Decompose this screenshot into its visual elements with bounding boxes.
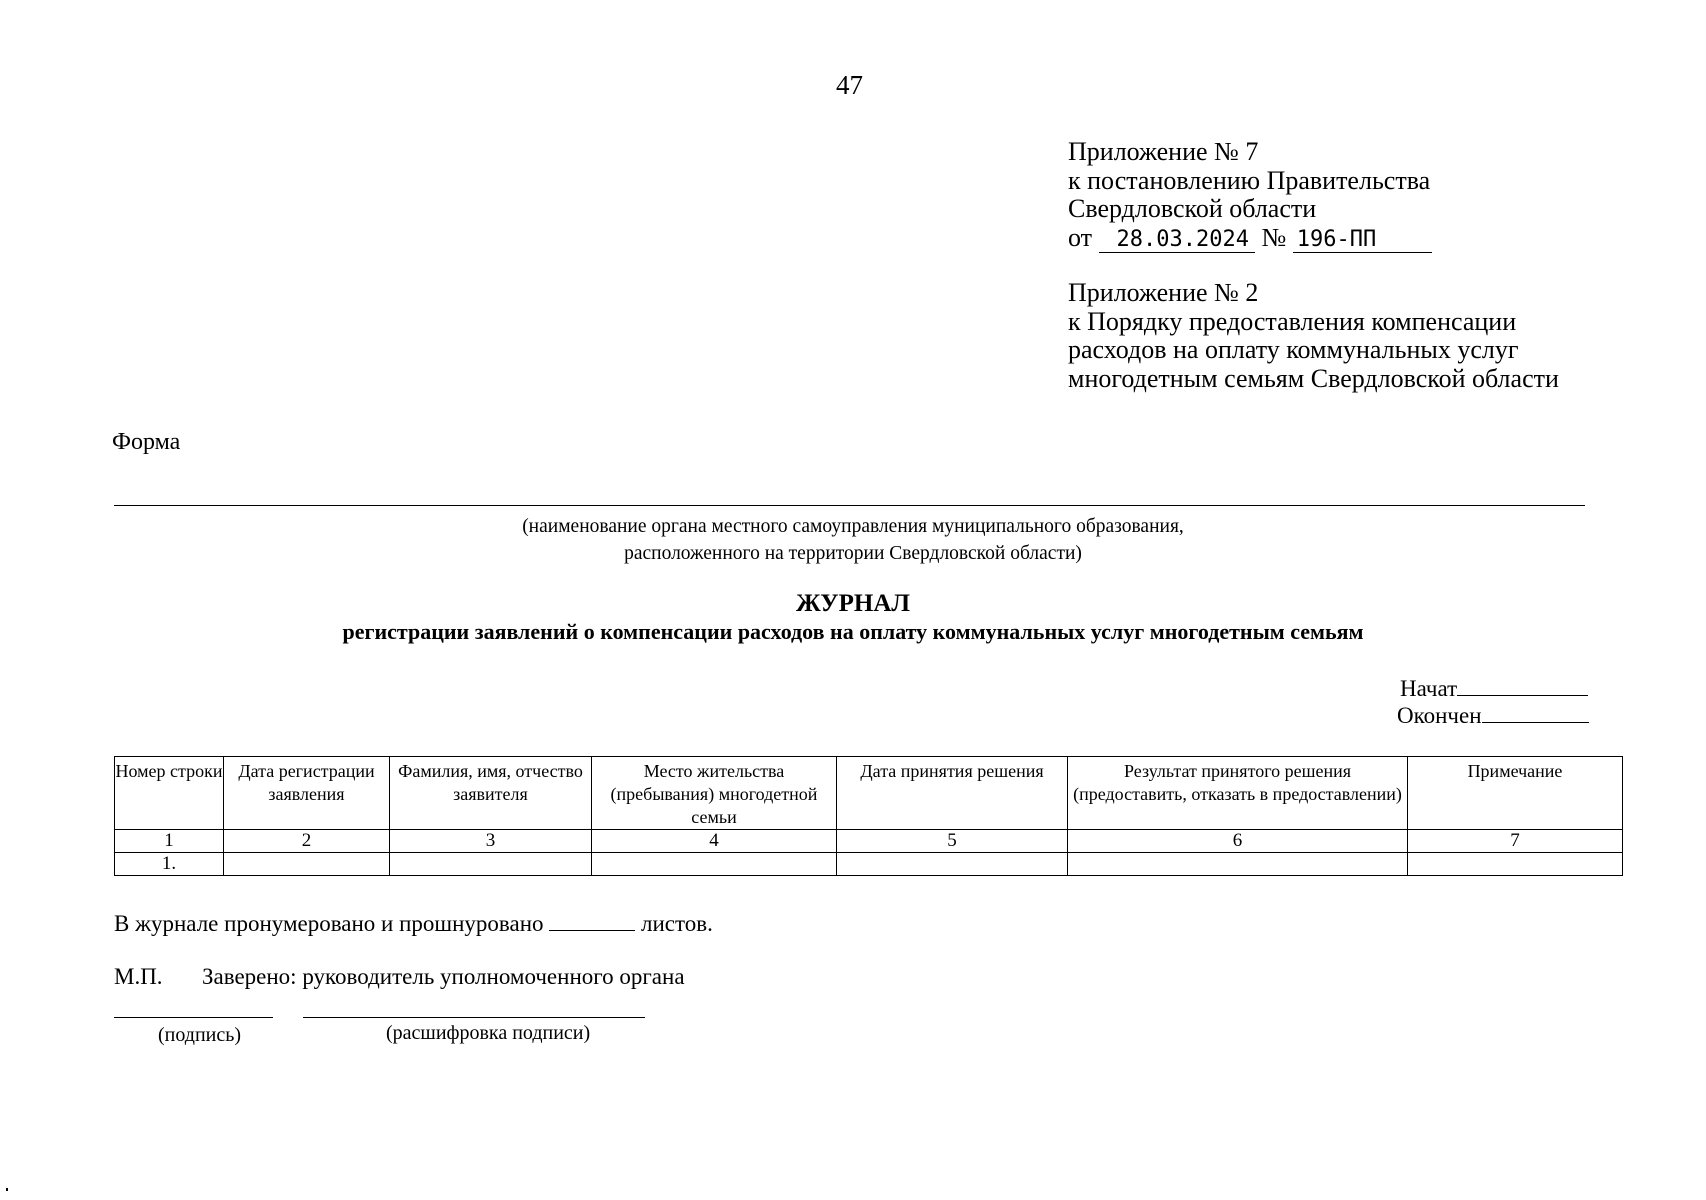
stamp-place-label: М.П. (114, 964, 163, 989)
started-field (1400, 673, 1588, 702)
appendix-7-line2: к постановлению Правительства (1068, 165, 1431, 195)
appendix-7-date-line (1068, 224, 1432, 253)
header-note: Примечание (1408, 757, 1623, 830)
column-number: 4 (592, 830, 837, 853)
finished-blank (1482, 700, 1589, 723)
finished-field (1397, 700, 1589, 729)
table-cell (390, 853, 592, 876)
column-number-row (115, 830, 1623, 853)
appendix-2-line2: к Порядку предоставления компенсации (1068, 306, 1517, 336)
table-cell: 1. (115, 853, 224, 876)
column-number: 2 (224, 830, 390, 853)
org-name-caption (0, 513, 1706, 567)
org-name-line (114, 505, 1585, 506)
appendix-2-line4: многодетным семьям Свердловской области (1068, 363, 1559, 393)
table-cell (592, 853, 837, 876)
appendix-2-block (1068, 279, 1559, 393)
signature-caption: (подпись) (158, 1024, 242, 1046)
pages-text-before: В журнале пронумеровано и прошнуровано (114, 911, 544, 936)
page-number: 47 (836, 70, 863, 100)
header-row-number: Номер строки (115, 757, 224, 830)
pages-text-after: листов. (641, 911, 713, 936)
certified-by-label: Заверено: руководитель уполномоченного органа (202, 964, 685, 989)
journal-title: ЖУРНАЛ (795, 590, 911, 617)
appendix-7-block (1068, 138, 1432, 253)
header-registration-date: Дата регистрации заявления (224, 757, 390, 830)
column-number: 5 (837, 830, 1068, 853)
signature-decryption-caption: (расшифровка подписи) (386, 1022, 591, 1044)
started-label: Начат (1400, 676, 1458, 701)
org-caption-line1: (наименование органа местного самоуправления муниципального образования, (522, 516, 1184, 537)
signature-line (114, 1017, 273, 1018)
appendix-7-title: Приложение № 7 (1068, 137, 1259, 166)
table-row (115, 853, 1623, 876)
resolution-date: 28.03.2024 (1099, 228, 1255, 253)
column-number: 6 (1068, 830, 1408, 853)
appendix-2-line3: расходов на оплату коммунальных услуг (1068, 335, 1519, 364)
header-decision-result: Результат принятого решения (предоставить, отказать в предоставлении) (1068, 757, 1408, 830)
column-number: 7 (1408, 830, 1623, 853)
table-header-row (115, 757, 1623, 830)
appendix-7-line3: Свердловской области (1068, 194, 1317, 223)
number-label: № (1261, 222, 1287, 252)
appendix-2-title: Приложение № 2 (1068, 278, 1259, 307)
table-cell (1408, 853, 1623, 876)
column-number: 1 (115, 830, 224, 853)
form-label: Форма (112, 429, 181, 455)
journal-subtitle: регистрации заявлений о компенсации расходов на оплату коммунальных услуг многодетным семьям (342, 619, 1364, 644)
signature-decryption-line (303, 1017, 645, 1018)
scan-speck (6, 1188, 8, 1191)
started-blank (1457, 673, 1588, 696)
pages-count-blank (549, 908, 635, 931)
finished-label: Окончен (1397, 703, 1482, 728)
org-caption-line2: расположенного на территории Свердловской области) (624, 543, 1082, 564)
pages-count-line (114, 908, 713, 937)
journal-table (114, 756, 1623, 876)
table-cell (224, 853, 390, 876)
header-decision-date: Дата принятия решения (837, 757, 1068, 830)
header-applicant-name: Фамилия, имя, отчество заявителя (390, 757, 592, 830)
from-label: от (1068, 222, 1093, 252)
certification-line (114, 964, 685, 990)
resolution-number: 196-ПП (1293, 228, 1432, 253)
column-number: 3 (390, 830, 592, 853)
header-residence: Место жительства (пребывания) многодетной семьи (592, 757, 837, 830)
table-cell (1068, 853, 1408, 876)
table-cell (837, 853, 1068, 876)
